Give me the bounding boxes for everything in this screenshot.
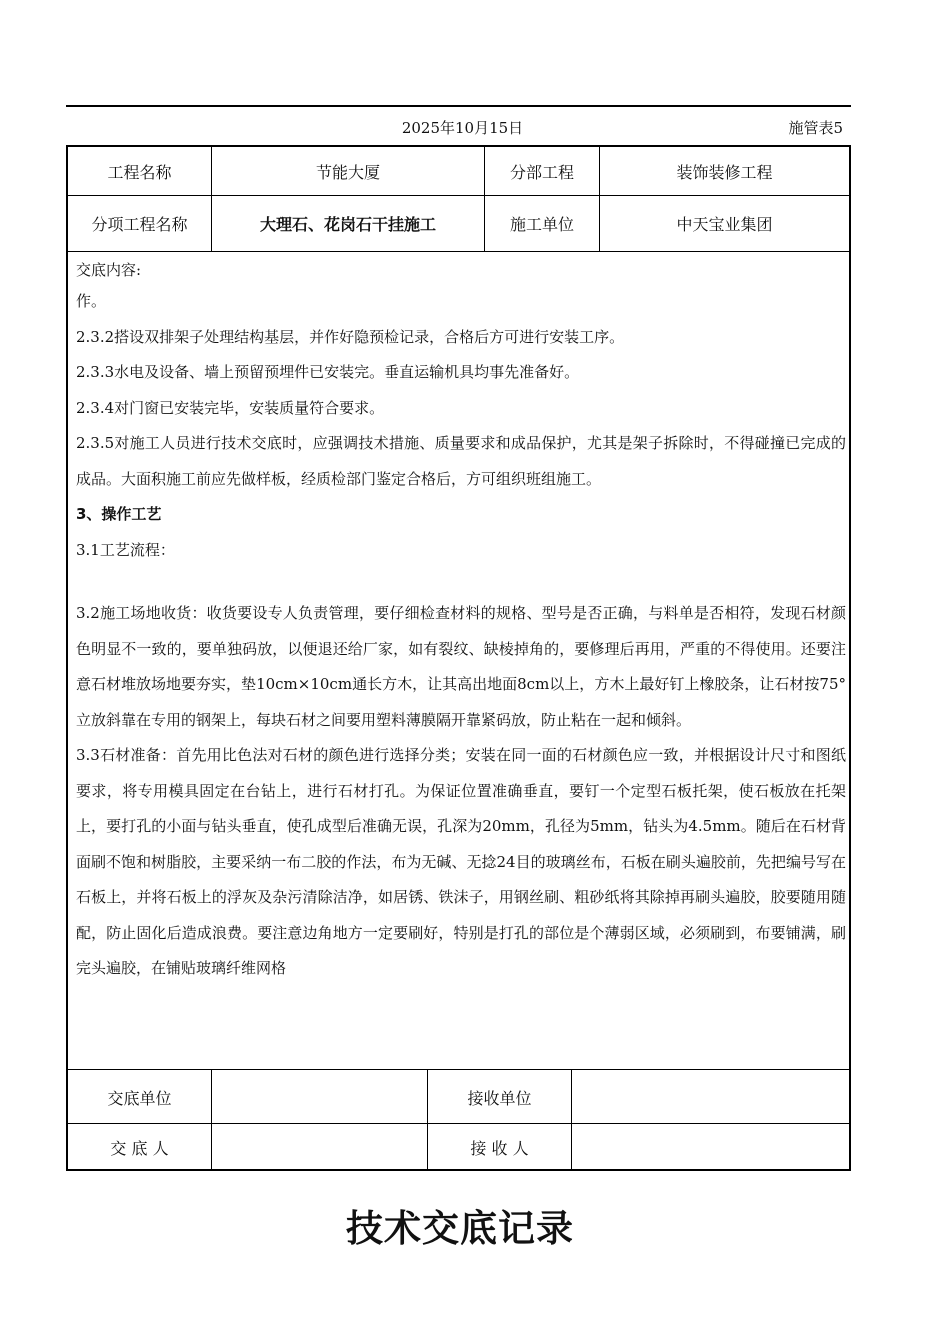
content-heading: 交底内容:: [76, 261, 142, 279]
receiver-unit-value: [571, 1070, 849, 1124]
subitem-label: 分项工程名称: [91, 214, 188, 234]
form-number: 施管表5: [788, 119, 843, 137]
receiver-value: [571, 1124, 849, 1170]
top-rule: [66, 105, 851, 107]
subitem-value: 大理石、花岗石干挂施工: [211, 195, 484, 251]
issuer-value: [211, 1124, 427, 1170]
flow-blank: [76, 568, 846, 596]
disclosure-sheet: [66, 145, 851, 1171]
content-line: 作。: [76, 292, 107, 310]
issuer-unit-value: [211, 1070, 427, 1124]
site-receiving: 3.2施工场地收货：收货要设专人负责管理，要仔细检查材料的规格、型号是否正确，与料单是否相符，发现石材颜色明显不一致的，要单独码放，以便退还给厂家，如有裂纹、缺棱掉角的，要修理后再用，严重的不得使用。还要注意石材堆放场地要夯实，垫10cm×10cm通长方木，让其高出地面8cm以上，方木上最好钉上橡胶条，让石材按75°立放斜靠在专用的钢架上，每块石材之间要用塑料薄膜隔开靠紧码放，防止粘在一起和倾斜。: [76, 604, 846, 729]
division-value: 装饰装修工程: [599, 147, 849, 195]
division-label: 分部工程: [484, 147, 599, 195]
contractor-label: 施工单位: [484, 195, 599, 251]
issuer-label: 交 底 人: [110, 1138, 169, 1158]
content-line: 2.3.4对门窗已安装完毕，安装质量符合要求。: [76, 398, 385, 417]
section-heading: 3、操作工艺: [76, 505, 162, 523]
subitem-row: [68, 195, 849, 252]
person-row: [68, 1123, 849, 1170]
contractor-value: 中天宝业集团: [599, 195, 849, 251]
receiver-label: 接 收 人: [427, 1124, 571, 1170]
disclosure-content: [76, 253, 846, 987]
stone-preparation: 3.3石材准备：首先用比色法对石材的颜色进行选择分类；安装在同一面的石材颜色应一致，并根据设计尺寸和图纸要求，将专用模具固定在台钻上，进行石材打孔。为保证位置准确垂直，要钉一个定型石板托架，使石板放在托架上，要打孔的小面与钻头垂直，使孔成型后准确无误，孔深为20mm，孔径为5mm，钻头为4.5mm。随后在石材背面刷不饱和树脂胶，主要采纳一布二胶的作法，布为无碱、无捻24目的玻璃丝布，石板在刷头遍胶前，先把编号写在石板上，并将石板上的浮灰及杂污清除洁净，如居锈、铁沫子，用钢丝刷、粗砂纸将其除掉再刷头遍胶，胶要随用随配，防止固化后造成浪费。要注意边角地方一定要刷好，特别是打孔的部位是个薄弱区域，必须刷到，布要铺满，刷完头遍胶，在铺贴玻璃纤维网格: [76, 746, 846, 977]
receiver-unit-label: 接收单位: [427, 1070, 571, 1124]
content-line: 2.3.5对施工人员进行技术交底时，应强调技术措施、质量要求和成品保护，尤其是架子拆除时，不得碰撞已完成的成品。大面积施工前应先做样板，经质检部门鉴定合格后，方可组织班组施工。: [76, 434, 846, 488]
project-name-value: 节能大厦: [211, 147, 484, 195]
process-flow: 3.1工艺流程：: [76, 540, 175, 559]
record-date: 2025年10月15日: [401, 119, 524, 137]
content-line: 2.3.3水电及设备、墙上预留预埋件已安装完。垂直运输机具均事先准备好。: [76, 363, 580, 381]
content-line: 2.3.2搭设双排架子处理结构基层，并作好隐预检记录，合格后方可进行安装工序。: [76, 327, 625, 346]
document-title: 技术交底记录: [346, 1207, 574, 1250]
project-row: [68, 147, 849, 196]
project-name-label: 工程名称: [107, 162, 172, 182]
issuer-unit-label: 交底单位: [107, 1088, 172, 1108]
unit-row: [68, 1069, 849, 1124]
